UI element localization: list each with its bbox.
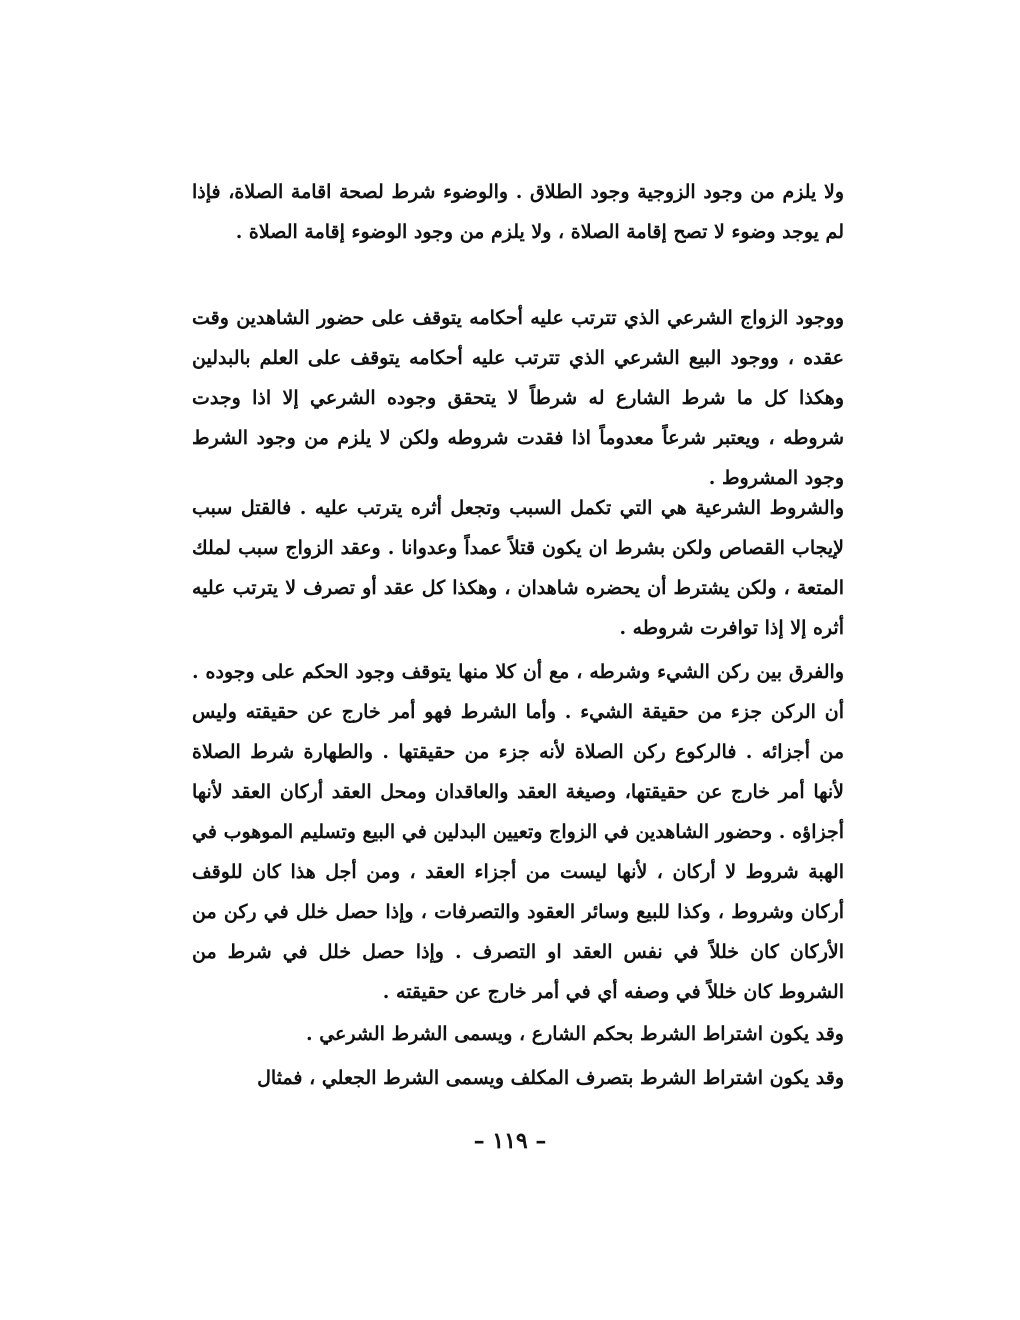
paragraph-1: ولا يلزم من وجود الزوجية وجود الطلاق . والوضوء شرط لصحة اقامة الصلاة، فإذا لم يوجد وضوء لا تصح إقامة الصلاة ، ولا يلزم من وجود الوضوء إقامة الصلاة .	[192, 181, 844, 243]
paragraph-3: والشروط الشرعية هي التي تكمل السبب وتجعل أثره يترتب عليه . فالقتل سبب لإيجاب القصاص ولكن بشرط ان يكون قتلاً عمداً وعدوانا . وعقد الزواج سبب لملك المتعة ، ولكن يشترط أن يحضره شاهدان ، وهكذا كل عقد أو تصرف لا يترتب عليه أثره إلا إذا توافرت شروطه .	[192, 497, 844, 639]
paragraph-5: وقد يكون اشتراط الشرط بحكم الشارع ، ويسمى الشرط الشرعي .	[305, 1023, 844, 1045]
page-number: – ١١٩ –	[473, 1128, 547, 1154]
paragraph-4: والفرق بين ركن الشيء وشرطه ، مع أن كلا منها يتوقف وجود الحكم على وجوده . أن الركن جزء من حقيقة الشيء . وأما الشرط فهو أمر خارج عن حقيقته وليس من أجزائه . فالركوع ركن الصلاة لأنه جزء من حقيقتها . والطهارة شرط الصلاة لأنها أمر خارج عن حقيقتها، وصيغة العقد والعاقدان ومحل العقد أركان العقد لأنها أجزاؤه . وحضور الشاهدين في الزواج وتعيين البدلين في البيع وتسليم الموهوب في الهبة شروط لا أركان ، لأنها ليست من أجزاء العقد ، ومن أجل هذا كان للوقف أركان وشروط ، وكذا للبيع وسائر العقود والتصرفات ، وإذا حصل خلل في ركن من الأركان كان خللاً في نفس العقد او التصرف . وإذا حصل خلل في شرط من الشروط كان خللاً في وصفه أي في أمر خارج عن حقيقته .	[192, 661, 844, 1003]
paragraph-2: ووجود الزواج الشرعي الذي تترتب عليه أحكامه يتوقف على حضور الشاهدين وقت عقده ، ووجود البيع الشرعي الذي تترتب عليه أحكامه يتوقف على العلم بالبدلين وهكذا كل ما شرط الشارع له شرطاً لا يتحقق وجوده الشرعي إلا اذا وجدت شروطه ، ويعتبر شرعاً معدوماً اذا فقدت شروطه ولكن لا يلزم من وجود الشرط وجود المشروط .	[192, 307, 844, 489]
paragraph-6: وقد يكون اشتراط الشرط بتصرف المكلف ويسمى الشرط الجعلي ، فمثال	[257, 1067, 844, 1089]
